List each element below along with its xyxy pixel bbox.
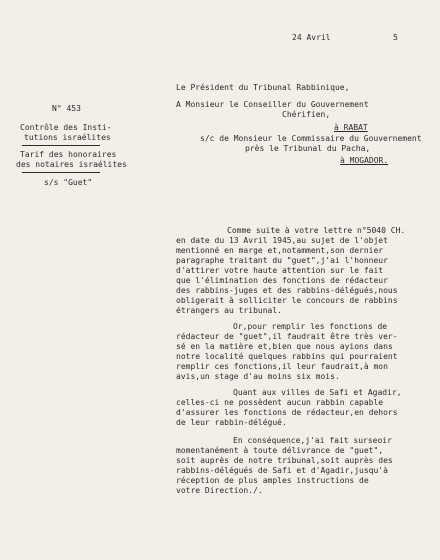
sender-line: Le Président du Tribunal Rabbinique,: [176, 83, 350, 92]
letter-date: 24 Avril: [292, 33, 331, 42]
subject-reference: s/s "Guet": [44, 178, 93, 187]
via-line: près le Tribunal du Pacha,: [245, 144, 371, 153]
recipient-line: A Monsieur le Conseiller du Gouvernement: [176, 100, 369, 109]
body-line: d'assurer les fonctions de rédacteur,en dehors: [176, 408, 398, 417]
body-line: en date du 13 Avril 1945,au sujet de l'objet: [176, 236, 388, 245]
body-line: Quant aux villes de Safi et Agadir,: [233, 388, 402, 397]
body-line: soit auprès de notre tribunal,soit auprès des: [176, 456, 393, 465]
separator-dash: [22, 172, 100, 173]
body-line: Comme suite à votre lettre n°5040 CH.: [227, 226, 406, 235]
body-line: rédacteur de "guet",il faudrait être très ver-: [176, 332, 398, 341]
body-line: étrangers au tribunal.: [176, 306, 282, 315]
subject-line: Tarif des honoraires: [20, 150, 117, 159]
body-line: rabbins-délégués de Safi et d'Agadir,jusqu'à: [176, 466, 388, 475]
body-line: remplir ces fonctions,il leur faudrait,à mon: [176, 362, 388, 371]
subject-line: tutions israélites: [24, 133, 111, 142]
subject-line: Contrôle des Insti-: [20, 123, 112, 132]
body-line: momentanément à toute délivrance de "guet",: [176, 446, 384, 455]
body-line: mentionné en marge et,notamment,son dernier: [176, 246, 384, 255]
body-line: d'attirer votre haute attention sur le fait: [176, 266, 384, 275]
body-line: réception de plus amples instructions de: [176, 476, 369, 485]
via-city: à MOGADOR.: [340, 156, 389, 165]
via-line: s/c de Monsieur le Commissaire du Gouvernement: [200, 134, 422, 143]
subject-line: des notaires israélites: [16, 160, 127, 169]
reference-number: N° 453: [52, 104, 81, 113]
body-line: En conséquence,j'ai fait surseoir: [233, 436, 392, 445]
page-number: 5: [393, 33, 398, 42]
body-line: sé en la matière et,bien que nous ayions dans: [176, 342, 393, 351]
recipient-city: à RABAT: [334, 123, 368, 132]
body-line: que l'élimination des fonctions de rédacteur: [176, 276, 388, 285]
body-line: celles-ci ne possèdent aucun rabbin capable: [176, 398, 384, 407]
recipient-line: Chérifien,: [282, 110, 331, 119]
separator-dash: [22, 145, 100, 146]
body-line: avis,un stage d'au moins six mois.: [176, 372, 340, 381]
body-line: obligerait à solliciter le concours de rabbins: [176, 296, 398, 305]
body-line: notre localité quelques rabbins qui pourraient: [176, 352, 398, 361]
body-line: de leur rabbin-délégué.: [176, 418, 287, 427]
body-line: Or,pour remplir les fonctions de: [233, 322, 388, 331]
body-line: votre Direction./.: [176, 486, 263, 495]
body-line: paragraphe traitant du "guet",j'ai l'honneur: [176, 256, 388, 265]
body-line: des rabbins-juges et des rabbins-délégués,nous: [176, 286, 398, 295]
